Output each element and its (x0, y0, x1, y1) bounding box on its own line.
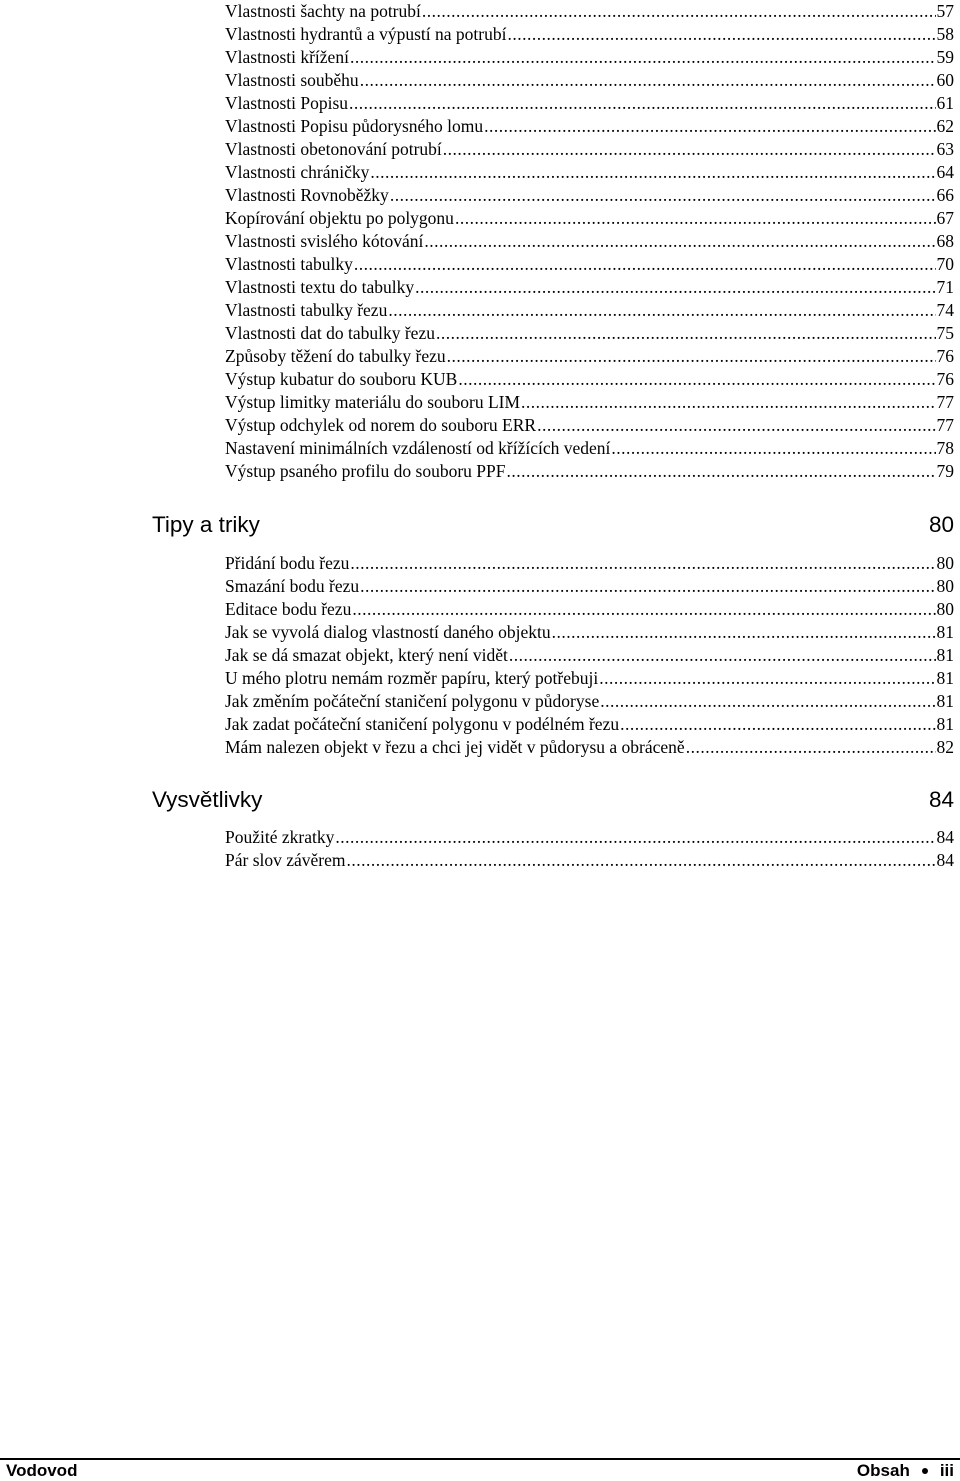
toc-leader-dots (611, 437, 935, 460)
footer-divider (0, 1458, 960, 1460)
toc-entry-page: 74 (936, 300, 954, 320)
toc-section-vysvetlivky[interactable] (152, 783, 954, 817)
toc-leader-dots (415, 276, 935, 299)
toc-leader-dots (388, 299, 935, 322)
toc-entry[interactable] (225, 598, 954, 621)
toc-entry-label: Vlastnosti chráničky (225, 162, 370, 182)
toc-leader-dots (599, 667, 935, 690)
toc-section-page: 84 (928, 787, 954, 812)
toc-leader-dots (424, 230, 935, 253)
toc-entry[interactable] (225, 460, 954, 483)
toc-entry-page: 62 (936, 116, 954, 136)
footer-page-number: iii (939, 1461, 954, 1480)
toc-entry-label: Nastavení minimálních vzdáleností od křížících vedení (225, 438, 611, 458)
toc-entry-label: U mého plotru nemám rozměr papíru, který potřebuji (225, 668, 599, 688)
toc-entry-page: 77 (936, 415, 954, 435)
toc-leader-dots (443, 138, 936, 161)
toc-section-page: 80 (928, 512, 954, 537)
toc-entry-label: Způsoby těžení do tabulky řezu (225, 346, 446, 366)
toc-entry-label: Vlastnosti křížení (225, 47, 349, 67)
toc-entry-label: Vlastnosti obetonování potrubí (225, 139, 442, 159)
toc-entry-page: 80 (936, 553, 954, 573)
bullet-icon (922, 1468, 928, 1474)
page-footer (6, 1461, 954, 1481)
toc-entry[interactable] (225, 276, 954, 299)
toc-entry-page: 80 (936, 599, 954, 619)
toc-leader-dots (352, 598, 935, 621)
toc-leader-dots (436, 322, 936, 345)
toc-entry-label: Výstup kubatur do souboru KUB (225, 369, 458, 389)
toc-entry-page: 81 (936, 645, 954, 665)
toc-leader-dots (360, 69, 936, 92)
toc-entry-page: 61 (936, 93, 954, 113)
toc-section-tipy-a-triky[interactable] (152, 508, 954, 542)
toc-entry-label: Mám nalezen objekt v řezu a chci jej vidět v půdorysu a obráceně (225, 737, 685, 757)
toc-entry-label: Pár slov závěrem (225, 850, 346, 870)
toc-entry[interactable] (225, 299, 954, 322)
toc-entry-label: Přidání bodu řezu (225, 553, 350, 573)
toc-entry-page: 63 (936, 139, 954, 159)
toc-leader-dots (509, 644, 936, 667)
toc-entry-page: 60 (936, 70, 954, 90)
toc-entry-label: Vlastnosti Rovnoběžky (225, 185, 389, 205)
toc-leader-dots (484, 115, 935, 138)
toc-leader-dots (521, 391, 935, 414)
toc-leader-dots (455, 207, 936, 230)
toc-leader-dots (600, 690, 935, 713)
toc-entry-label: Vlastnosti textu do tabulky (225, 277, 415, 297)
toc-entry-page: 75 (936, 323, 954, 343)
toc-leader-dots (620, 713, 935, 736)
toc-entry-label: Jak zadat počáteční staničení polygonu v podélném řezu (225, 714, 620, 734)
toc-leader-dots (347, 849, 936, 872)
toc-entry[interactable] (225, 23, 954, 46)
footer-section-name: Obsah (856, 1461, 910, 1480)
toc-entry[interactable] (225, 644, 954, 667)
toc-entry-page: 71 (936, 277, 954, 297)
toc-entry-page: 76 (936, 369, 954, 389)
toc-entry-label: Vlastnosti tabulky řezu (225, 300, 388, 320)
toc-entry-page: 81 (936, 714, 954, 734)
toc-entry-page: 67 (936, 208, 954, 228)
toc-entry[interactable] (225, 552, 954, 575)
toc-entry[interactable] (225, 138, 954, 161)
toc-entry-label: Vlastnosti dat do tabulky řezu (225, 323, 435, 343)
toc-entry[interactable] (225, 391, 954, 414)
toc-entry-label: Výstup limitky materiálu do souboru LIM (225, 392, 521, 412)
toc-entry-label: Vlastnosti tabulky (225, 254, 353, 274)
toc-entry-page: 59 (936, 47, 954, 67)
toc-entry-page: 84 (936, 850, 954, 870)
toc-leader-dots (422, 0, 936, 23)
toc-entry-page: 80 (936, 576, 954, 596)
toc-entry-page: 68 (936, 231, 954, 251)
toc-entry-label: Jak změním počáteční staničení polygonu v půdoryse (225, 691, 600, 711)
toc-entry[interactable] (225, 69, 954, 92)
toc-entry[interactable] (225, 713, 954, 736)
toc-entry-label: Vlastnosti souběhu (225, 70, 359, 90)
toc-entry[interactable] (225, 437, 954, 460)
footer-document-title: Vodovod (6, 1461, 78, 1480)
toc-entry-label: Smazání bodu řezu (225, 576, 360, 596)
footer-page-info (857, 1461, 954, 1481)
toc-entry-page: 79 (936, 461, 954, 481)
toc-entry-page: 66 (936, 185, 954, 205)
toc-entry[interactable] (225, 161, 954, 184)
toc-entry-page: 64 (936, 162, 954, 182)
toc-leader-dots (447, 345, 936, 368)
toc-entry-label: Výstup odchylek od norem do souboru ERR (225, 415, 537, 435)
toc-section-title: Tipy a triky (152, 512, 260, 537)
toc-entry-page: 84 (936, 827, 954, 847)
toc-leader-dots (360, 575, 935, 598)
toc-entry[interactable] (225, 368, 954, 391)
toc-entry-page: 78 (936, 438, 954, 458)
toc-entry-label: Kopírování objektu po polygonu (225, 208, 454, 228)
toc-entry-page: 81 (936, 668, 954, 688)
toc-leader-dots (552, 621, 936, 644)
toc-entry-label: Jak se vyvolá dialog vlastností daného objektu (225, 622, 551, 642)
toc-leader-dots (686, 736, 936, 759)
toc-entry-page: 81 (936, 691, 954, 711)
toc-entry-page: 58 (936, 24, 954, 44)
toc-leader-dots (354, 253, 936, 276)
toc-entry[interactable] (225, 345, 954, 368)
toc-entry-label: Editace bodu řezu (225, 599, 352, 619)
toc-entry[interactable] (225, 115, 954, 138)
toc-entry-label: Vlastnosti svislého kótování (225, 231, 424, 251)
toc-entry[interactable] (225, 667, 954, 690)
toc-leader-dots (350, 552, 935, 575)
toc-entry[interactable] (225, 184, 954, 207)
toc-leader-dots (350, 46, 936, 69)
toc-leader-dots (370, 161, 935, 184)
toc-entry-page: 82 (936, 737, 954, 757)
toc-entry-label: Výstup psaného profilu do souboru PPF (225, 461, 506, 481)
toc-entry[interactable] (225, 253, 954, 276)
toc-entry-page: 81 (936, 622, 954, 642)
toc-entry[interactable] (225, 230, 954, 253)
toc-entry[interactable] (225, 849, 954, 872)
toc-entry-page: 70 (936, 254, 954, 274)
toc-entry[interactable] (225, 322, 954, 345)
toc-entry[interactable] (225, 0, 954, 23)
toc-entry-page: 77 (936, 392, 954, 412)
toc-leader-dots (349, 92, 935, 115)
toc-entry[interactable] (225, 46, 954, 69)
toc-entry-page: 76 (936, 346, 954, 366)
toc-entry[interactable] (225, 690, 954, 713)
toc-entry[interactable] (225, 414, 954, 437)
toc-leader-dots (458, 368, 935, 391)
toc-entry-label: Vlastnosti Popisu (225, 93, 349, 113)
toc-entry-label: Vlastnosti hydrantů a výpustí na potrubí (225, 24, 507, 44)
toc-entry[interactable] (225, 826, 954, 849)
toc-entry[interactable] (225, 207, 954, 230)
toc-section-title: Vysvětlivky (152, 787, 263, 812)
toc-entry[interactable] (225, 736, 954, 759)
toc-entry[interactable] (225, 621, 954, 644)
toc-entry-label: Vlastnosti šachty na potrubí (225, 1, 421, 21)
toc-leader-dots (390, 184, 936, 207)
toc-leader-dots (507, 23, 935, 46)
toc-leader-dots (335, 826, 935, 849)
toc-entry-label: Vlastnosti Popisu půdorysného lomu (225, 116, 484, 136)
toc-entry-label: Jak se dá smazat objekt, který není vidět (225, 645, 508, 665)
toc-entry[interactable] (225, 92, 954, 115)
toc-entry-page: 57 (936, 1, 954, 21)
toc-leader-dots (537, 414, 935, 437)
toc-entry-label: Použité zkratky (225, 827, 335, 847)
toc-leader-dots (507, 460, 936, 483)
toc-entry[interactable] (225, 575, 954, 598)
